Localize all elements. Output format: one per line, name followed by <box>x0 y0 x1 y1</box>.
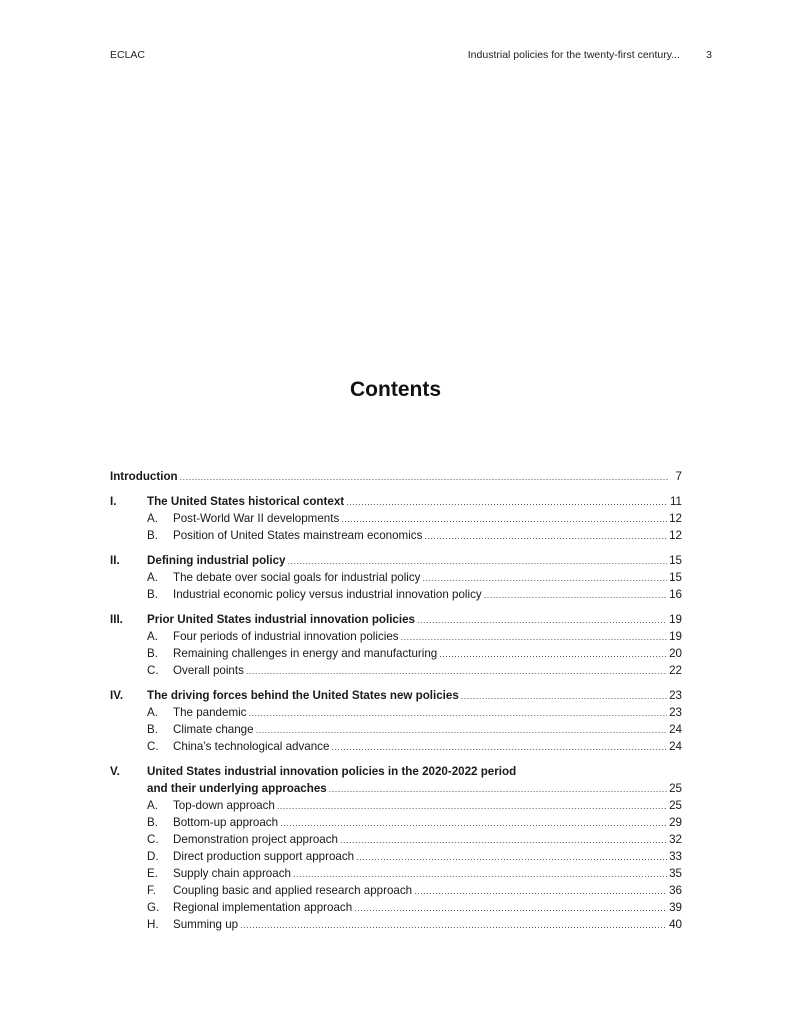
toc-leader <box>293 866 667 883</box>
toc-entry-text: The United States historical context <box>147 495 345 508</box>
toc-entry-text: Direct production support approach <box>173 850 355 863</box>
toc-leader <box>461 688 667 705</box>
toc-chapter-1[interactable] <box>110 493 682 510</box>
toc-section-2b[interactable] <box>110 586 682 603</box>
toc-leader <box>341 511 667 528</box>
toc-chapter-5-line2[interactable] <box>110 780 682 797</box>
toc-page-number: 20 <box>669 647 682 660</box>
toc-leader <box>277 798 667 815</box>
toc-page-number: 15 <box>669 554 682 567</box>
toc-entry-text: Position of United States mainstream economics <box>173 529 423 542</box>
toc-entry-text: Demonstration project approach <box>173 833 338 846</box>
toc-page-number: 35 <box>669 867 682 880</box>
toc-entry-introduction[interactable] <box>110 468 682 485</box>
toc-section-letter: B. <box>147 816 158 829</box>
toc-chapter-2[interactable] <box>110 552 682 569</box>
toc-page-number: 23 <box>669 706 682 719</box>
toc-section-4a[interactable] <box>110 704 682 721</box>
toc-entry-text: Regional implementation approach <box>173 901 353 914</box>
toc-section-letter: A. <box>147 799 158 812</box>
toc-leader <box>246 663 667 680</box>
toc-page-number: 15 <box>669 571 682 584</box>
toc-page-number: 24 <box>669 723 682 736</box>
toc-section-1b[interactable] <box>110 527 682 544</box>
toc-page-number: 12 <box>669 512 682 525</box>
toc-leader <box>417 612 667 629</box>
header-title: Industrial policies for the twenty-first century... <box>467 49 680 61</box>
toc-leader <box>484 587 667 604</box>
toc-chapter-number: IV. <box>110 689 124 702</box>
toc-section-letter: A. <box>147 706 158 719</box>
toc-entry-text: Top-down approach <box>173 799 275 812</box>
toc-entry-text: Introduction <box>110 470 178 483</box>
toc-section-5e[interactable] <box>110 865 682 882</box>
toc-leader <box>331 739 667 756</box>
toc-entry-text: Post-World War II developments <box>173 512 340 525</box>
toc-entry-text: Summing up <box>173 918 239 931</box>
toc-section-1a[interactable] <box>110 510 682 527</box>
toc-section-letter: C. <box>147 664 159 677</box>
toc-section-5g[interactable] <box>110 899 682 916</box>
toc-page-number: 11 <box>669 495 682 508</box>
toc-chapter-4[interactable] <box>110 687 682 704</box>
toc-section-4b[interactable] <box>110 721 682 738</box>
toc-section-letter: C. <box>147 833 159 846</box>
toc-leader <box>354 900 667 917</box>
toc-section-5a[interactable] <box>110 797 682 814</box>
toc-leader <box>439 646 667 663</box>
header-page-number: 3 <box>706 49 712 61</box>
toc-page-number: 16 <box>669 588 682 601</box>
toc-leader <box>356 849 667 866</box>
toc-section-3b[interactable] <box>110 645 682 662</box>
toc-leader <box>401 629 668 646</box>
toc-leader <box>248 705 667 722</box>
toc-entry-text: The debate over social goals for industrial policy <box>173 571 421 584</box>
toc-entry-text: Overall points <box>173 664 244 677</box>
toc-leader <box>240 917 667 934</box>
toc-page-number: 25 <box>669 782 682 795</box>
toc-entry-text: Remaining challenges in energy and manufacturing <box>173 647 438 660</box>
toc-page-number: 40 <box>669 918 682 931</box>
toc-page-number: 29 <box>669 816 682 829</box>
toc-section-3a[interactable] <box>110 628 682 645</box>
toc-chapter-number: II. <box>110 554 120 567</box>
toc-section-5d[interactable] <box>110 848 682 865</box>
toc-page-number: 32 <box>669 833 682 846</box>
toc-entry-text: Prior United States industrial innovation policies <box>147 613 415 626</box>
header-org: ECLAC <box>110 49 146 61</box>
toc-section-2a[interactable] <box>110 569 682 586</box>
toc-entry-text: Industrial economic policy versus industrial innovation policy <box>173 588 482 601</box>
toc-entry-text: Supply chain approach <box>173 867 291 880</box>
toc-section-letter: F. <box>147 884 157 897</box>
toc-section-letter: C. <box>147 740 159 753</box>
toc-chapter-3[interactable] <box>110 611 682 628</box>
toc-page-number: 24 <box>669 740 682 753</box>
toc-section-letter: A. <box>147 630 158 643</box>
toc-chapter-number: I. <box>110 495 117 508</box>
toc-entry-text: Coupling basic and applied research approach <box>173 884 413 897</box>
toc-leader <box>288 553 668 570</box>
toc-section-letter: E. <box>147 867 158 880</box>
toc-entry-text: Four periods of industrial innovation policies <box>173 630 399 643</box>
toc-leader <box>329 781 667 798</box>
toc-section-5b[interactable] <box>110 814 682 831</box>
toc-section-letter: H. <box>147 918 159 931</box>
toc-section-letter: B. <box>147 529 158 542</box>
toc-section-4c[interactable] <box>110 738 682 755</box>
toc-entry-text: United States industrial innovation policies in the 2020-2022 period <box>147 765 517 778</box>
toc-chapter-5-line1[interactable] <box>110 763 682 780</box>
toc-page-number: 12 <box>669 529 682 542</box>
toc-section-letter: A. <box>147 571 158 584</box>
toc-page-number: 25 <box>669 799 682 812</box>
toc-leader <box>424 528 667 545</box>
toc-section-letter: A. <box>147 512 158 525</box>
toc-leader <box>422 570 667 587</box>
toc-page-number: 19 <box>669 613 682 626</box>
toc-section-letter: B. <box>147 647 158 660</box>
toc-entry-text: The pandemic <box>173 706 247 719</box>
toc-page-number: 23 <box>669 689 682 702</box>
toc-leader <box>340 832 667 849</box>
toc-leader <box>256 722 668 739</box>
toc-entry-text: Climate change <box>173 723 254 736</box>
toc-entry-text: Bottom-up approach <box>173 816 279 829</box>
table-of-contents <box>110 468 682 933</box>
toc-section-letter: D. <box>147 850 159 863</box>
toc-chapter-number: V. <box>110 765 120 778</box>
toc-entry-text: The driving forces behind the United States new policies <box>147 689 459 702</box>
toc-entry-text: China’s technological advance <box>173 740 330 753</box>
toc-entry-text: and their underlying approaches <box>147 782 327 795</box>
toc-page-number: 7 <box>675 470 682 483</box>
toc-section-3c[interactable] <box>110 662 682 679</box>
toc-entry-text: Defining industrial policy <box>147 554 286 567</box>
toc-leader <box>346 494 668 511</box>
toc-page-number: 33 <box>669 850 682 863</box>
toc-page-number: 22 <box>669 664 682 677</box>
toc-section-5f[interactable] <box>110 882 682 899</box>
toc-page-number: 36 <box>669 884 682 897</box>
toc-page-number: 39 <box>669 901 682 914</box>
toc-section-5h[interactable] <box>110 916 682 933</box>
toc-page-number: 19 <box>669 630 682 643</box>
toc-leader <box>414 883 667 900</box>
toc-section-5c[interactable] <box>110 831 682 848</box>
toc-section-letter: G. <box>147 901 160 914</box>
page-title: Contents <box>350 378 441 401</box>
toc-chapter-number: III. <box>110 613 123 626</box>
toc-section-letter: B. <box>147 723 158 736</box>
toc-leader <box>180 469 668 486</box>
toc-section-letter: B. <box>147 588 158 601</box>
toc-leader <box>280 815 667 832</box>
